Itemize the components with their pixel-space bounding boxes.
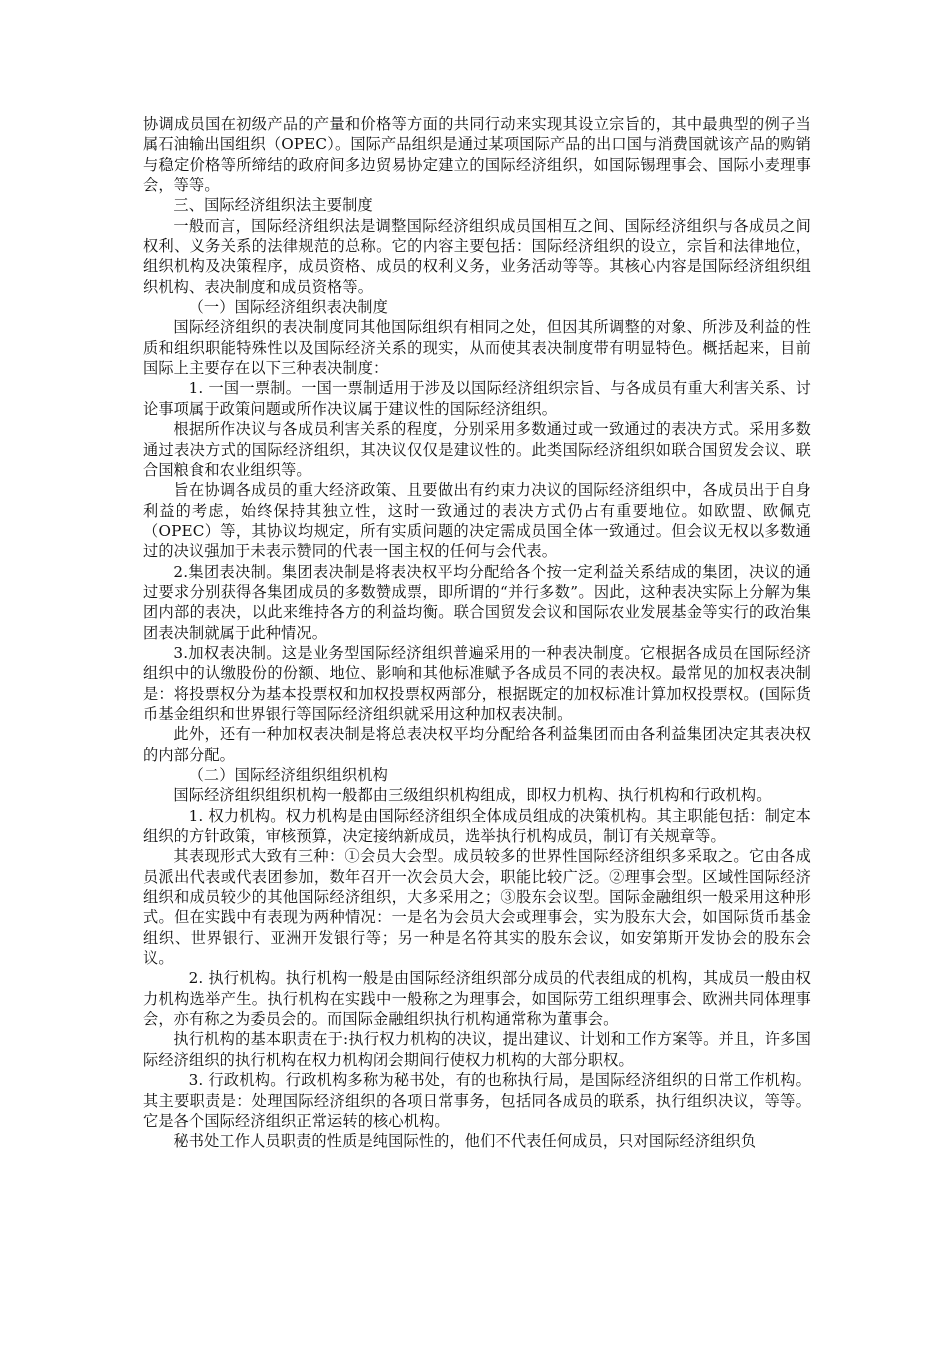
paragraph-three-levels: 国际经济组织组织机构一般都由三级组织机构组成，即权力机构、执行机构和行政机构。: [173, 786, 772, 805]
paragraph-majority-vote: 根据所作决议与各成员利害关系的程度，分别采用多数通过或一致通过的表决方式。采用多数通过表决方式的国际经济组织，其决议仅仅是建议性的。此类国际经济组织如联合国贸发会议、联合国粮食和农业组织等。: [143, 420, 811, 479]
subheading-voting-system: （一）国际经济组织表决制度: [188, 298, 388, 317]
paragraph-opec: 协调成员国在初级产品的产量和价格等方面的共同行动来实现其设立宗旨的，其中最典型的例子当属石油输出国组织（OPEC）。国际产品组织是通过某项国际产品的出口国与消费国就该产品的购销与稳定价格等所缔结的政府间多边贸易协定建立的国际经济组织，如国际锡理事会、国际小麦理事会，等等。: [143, 115, 811, 195]
paragraph-secretariat-staff: 秘书处工作人员职责的性质是纯国际性的，他们不代表任何成员，只对国际经济组织负: [173, 1132, 757, 1151]
paragraph-administrative-body: 3. 行政机构。行政机构多称为秘书处，有的也称执行局，是国际经济组织的日常工作机构。其主要职责是：处理国际经济组织的各项日常事务，包括同各成员的联系，执行组织决议，等等。它是各个国际经济组织正常运转的核心机构。: [143, 1071, 811, 1130]
paragraph-executive-body: 2. 执行机构。执行机构一般是由国际经济组织部分成员的代表组成的机构，其成员一般由权力机构选举产生。执行机构在实践中一般称之为理事会，如国际劳工组织理事会、欧洲共同体理事会，亦有称之为委员会的。而国际金融组织执行机构通常称为董事会。: [143, 969, 811, 1029]
paragraph-authority-forms: 其表现形式大致有三种：①会员大会型。成员较多的世界性国际经济组织多采取之。它由各成员派出代表或代表团参加，数年召开一次会员大会，职能比较广泛。②理事会型。区域性国际经济组织和成员较少的其他国际经济组织，大多采用之；③股东会议型。国际金融组织一般采用这种形式。但在实践中有表现为两种情况：一是名为会员大会或理事会，实为股东大会，如国际货币基金组织、世界银行、亚洲开发银行等；另一种是名符其实的股东会议，如安第斯开发协会的股东会议。: [143, 847, 811, 968]
subheading-organization-bodies: （二）国际经济组织组织机构: [188, 766, 388, 784]
document-page: [143, 114, 811, 1152]
paragraph-law-definition: 一般而言，国际经济组织法是调整国际经济组织成员国相互之间、国际经济组织与各成员之间权利、义务关系的法律规范的总称。它的内容主要包括：国际经济组织的设立，宗旨和法律地位，组织机构及决策程序，成员资格、成员的权利义务，业务活动等等。其核心内容是国际经济组织组织机构、表决制度和成员资格等。: [143, 216, 811, 296]
section-heading-main-systems: 三、国际经济组织法主要制度: [173, 196, 373, 215]
paragraph-voting-intro: 国际经济组织的表决制度同其他国际组织有相同之处，但因其所调整的对象、所涉及利益的性质和组织职能特殊性以及国际经济关系的现实，从而使其表决制度带有明显特色。概括起来，目前国际上主要存在以下三种表决制度：: [143, 318, 811, 378]
paragraph-group-vote: 2.集团表决制。集团表决制是将表决权平均分配给各个按一定利益关系结成的集团，决议的通过要求分别获得各集团成员的多数赞成票，即所谓的“并行多数”。因此，这种表决实际上分解为集团内部的表决，以此来维持各方的利益均衡。联合国贸发会议和国际农业发展基金等实行的政治集团表决制就属于此种情况。: [143, 562, 811, 642]
paragraph-authority-body: 1. 权力机构。权力机构是由国际经济组织全体成员组成的决策机构。其主职能包括：制定本组织的方针政策，审核预算，决定接纳新成员，选举执行机构成员，制订有关规章等。: [143, 806, 811, 846]
paragraph-unanimous-vote: 旨在协调各成员的重大经济政策、且要做出有约束力决议的国际经济组织中，各成员出于自身利益的考虑，始终保持其独立性，这时一致通过的表决方式仍占有重要地位。如欧盟、欧佩克（OPEC）等，其协议均规定，所有实质问题的决定需成员国全体一致通过。但会议无权以多数通过的决议强加于未表示赞同的代表一国主权的任何与会代表。: [143, 481, 811, 561]
paragraph-weighted-vote-other: 此外，还有一种加权表决制是将总表决权平均分配给各利益集团而由各利益集团决定其表决权的内部分配。: [143, 725, 811, 764]
paragraph-weighted-vote: 3.加权表决制。这是业务型国际经济组织普遍采用的一种表决制度。它根据各成员在国际经济组织中的认缴股份的份额、地位、影响和其他标准赋予各成员不同的表决权。最常见的加权表决制是：将投票权分为基本投票权和加权投票权两部分，根据既定的加权标准计算加权投票权。(国际货币基金组织和世界银行等国际经济组织就采用这种加权表决制。: [143, 643, 811, 723]
paragraph-executive-duties: 执行机构的基本职责在于:执行权力机构的决议，提出建议、计划和工作方案等。并且，许多国际经济组织的执行机构在权力机构闭会期间行使权力机构的大部分职权。: [143, 1030, 811, 1069]
paragraph-one-country-one-vote: 1. 一国一票制。一国一票制适用于涉及以国际经济组织宗旨、与各成员有重大利害关系、讨论事项属于政策问题或所作决议属于建议性的国际经济组织。: [143, 379, 811, 418]
